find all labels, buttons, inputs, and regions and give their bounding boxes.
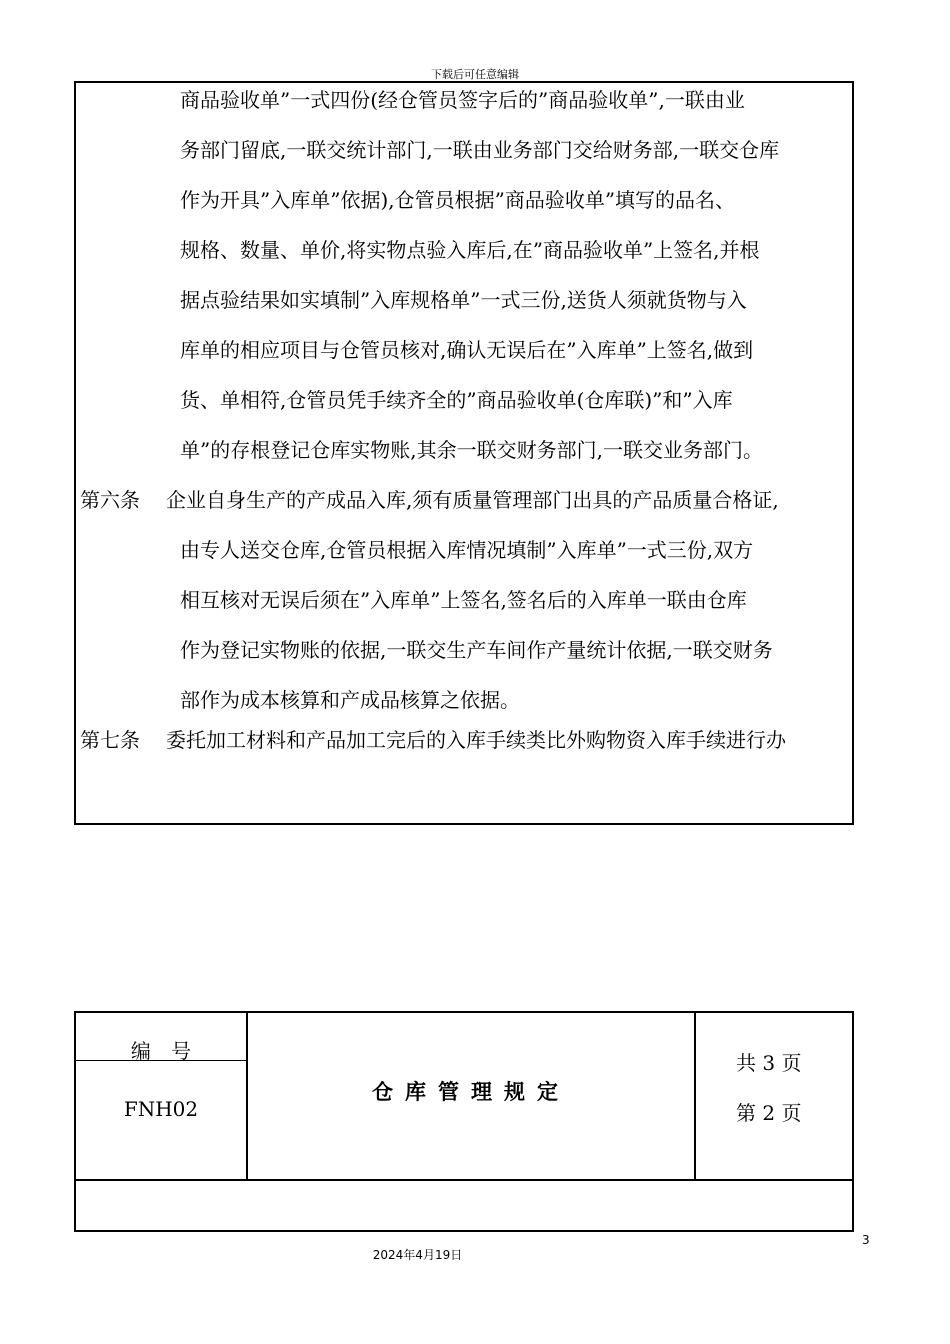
article-6-line: 作为登记实物账的依据,一联交生产车间作产量统计依据,一联交财务: [180, 638, 773, 662]
article-7-label: 第七条: [80, 728, 140, 752]
watermark-text: 下载后可任意编辑: [431, 68, 519, 81]
code-value: FNH02: [123, 1097, 199, 1121]
article-6-line: 由专人送交仓库,仓管员根据入库情况填制”入库单”一式三份,双方: [180, 538, 754, 562]
table-divider: [694, 1013, 696, 1181]
document-title: 仓库管理规定: [372, 1080, 570, 1104]
article-6-line: 部作为成本核算和产成品核算之依据。: [180, 688, 520, 712]
body-line: 务部门留底,一联交统计部门,一联由业务部门交给财务部,一联交仓库: [180, 138, 780, 162]
content-box: [74, 81, 854, 825]
body-line: 货、单相符,仓管员凭手续齐全的”商品验收单(仓库联)”和”入库: [180, 388, 733, 412]
footer-date: 2024年4月19日: [372, 1248, 463, 1262]
table-divider: [76, 1179, 852, 1181]
body-line: 库单的相应项目与仓管员核对,确认无误后在”入库单”上签名,做到: [180, 338, 754, 362]
body-line: 规格、数量、单价,将实物点验入库后,在”商品验收单”上签名,并根: [180, 238, 760, 262]
article-7-first-line: 委托加工材料和产品加工完后的入库手续类比外购物资入库手续进行办: [166, 728, 786, 752]
page-number: 3: [862, 1233, 870, 1247]
code-label: 编 号: [130, 1039, 192, 1063]
total-pages: 共 3 页: [736, 1051, 802, 1075]
article-6-first-line: 企业自身生产的产成品入库,须有质量管理部门出具的产品质量合格证,: [166, 488, 779, 512]
current-page: 第 2 页: [736, 1101, 802, 1125]
document-info-table: [74, 1011, 854, 1232]
article-6-line: 相互核对无误后须在”入库单”上签名,签名后的入库单一联由仓库: [180, 588, 747, 612]
body-line: 商品验收单”一式四份(经仓管员签字后的”商品验收单”,一联由业: [180, 88, 745, 112]
article-6-label: 第六条: [80, 488, 140, 512]
body-line: 作为开具”入库单”依据),仓管员根据”商品验收单”填写的品名、: [180, 188, 736, 212]
body-line: 单”的存根登记仓库实物账,其余一联交财务部门,一联交业务部门。: [180, 438, 763, 462]
body-line: 据点验结果如实填制”入库规格单”一式三份,送货人须就货物与入: [180, 288, 747, 312]
